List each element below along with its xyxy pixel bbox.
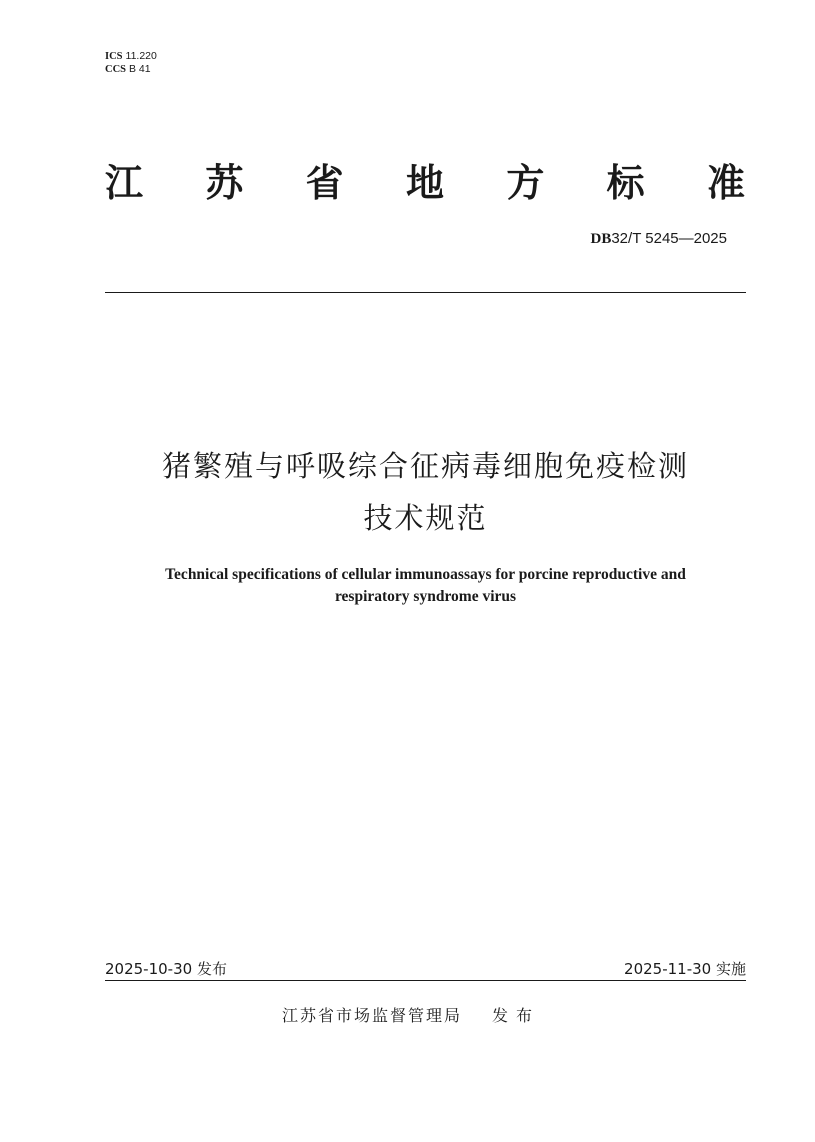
ics-code [105, 50, 157, 63]
chinese-title-line-2: 技术规范 [363, 501, 488, 535]
ccs-code [105, 63, 157, 76]
standard-type-char: 方 [506, 160, 545, 205]
standard-type-char: 苏 [205, 160, 244, 205]
english-title [0, 564, 815, 608]
top-divider [105, 292, 746, 293]
publisher-name: 江苏省市场监督管理局 [282, 1006, 463, 1025]
standard-type-char: 准 [706, 160, 745, 205]
issue-date: 2025-10-30 发布 [105, 960, 227, 978]
ics-label: ICS [105, 51, 123, 62]
standard-number [591, 230, 728, 248]
chinese-title [0, 440, 815, 544]
ccs-value: B 41 [129, 63, 151, 75]
ccs-label: CCS [105, 64, 127, 75]
english-title-line-1: Technical specifications of cellular immunoassays for porcine reproductive and [165, 566, 686, 583]
chinese-title-line-1: 猪繁殖与呼吸综合征病毒细胞免疫检测 [161, 449, 689, 483]
effective-date: 2025-11-30 实施 [624, 960, 746, 978]
standard-number-rest: 32/T 5245—2025 [611, 230, 727, 247]
standard-type-char: 地 [405, 160, 444, 205]
english-title-line-2: respiratory syndrome virus [334, 588, 517, 605]
classification-codes [105, 50, 157, 76]
standard-type-char: 标 [606, 160, 645, 205]
publisher-action: 发布 [492, 1006, 541, 1025]
standard-type-heading [105, 160, 745, 206]
publisher [282, 1003, 540, 1026]
standard-type-char: 江 [105, 160, 144, 205]
ics-value: 11.220 [125, 50, 157, 62]
bottom-divider [105, 980, 746, 981]
standard-type-char: 省 [305, 160, 344, 205]
standard-number-prefix: DB [590, 231, 612, 247]
